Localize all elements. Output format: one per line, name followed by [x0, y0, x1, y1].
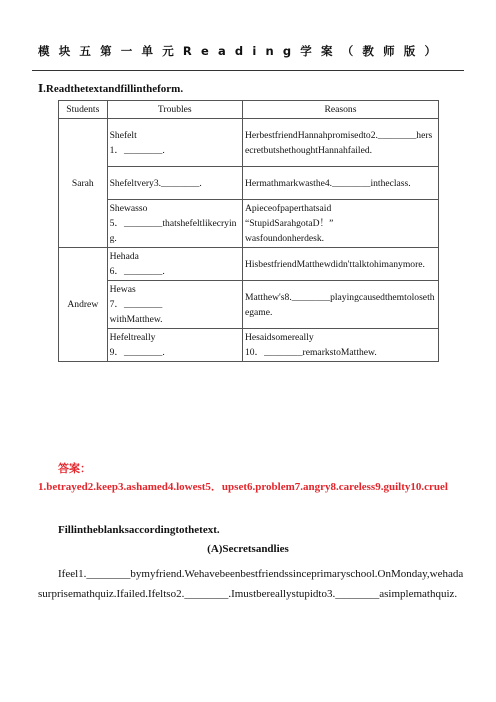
table-header-row	[59, 101, 439, 119]
answer-key: 1.betrayed2.keep3.ashamed4.lowest5．upset6.problem7.angry8.careless9.guilty10.cruel	[38, 481, 448, 493]
table-row	[59, 167, 439, 200]
trouble-cell: Shefelt 1．________.	[107, 119, 242, 167]
table-row	[59, 281, 439, 329]
header-students: Students	[59, 101, 108, 119]
answer-label: 答案：	[58, 462, 91, 475]
page-header: 模块五第一单元Reading学案（教师版）	[38, 44, 446, 58]
trouble-cell: Shewasso 5．________thatshefeltlikecrying.	[107, 200, 242, 248]
trouble-cell: Hewas 7．________ withMatthew.	[107, 281, 242, 329]
passage-title: (A)Secretsandlies	[207, 543, 289, 555]
exercise-instruction: Fillintheblanksaccordingtothetext.	[58, 524, 220, 536]
trouble-cell: Hefeltreally 9．________.	[107, 329, 242, 362]
troubles-form-table	[58, 100, 439, 362]
table-row	[59, 329, 439, 362]
reason-cell: HerbestfriendHannahpromisedto2.________hersecretbutshethoughtHannahfailed.	[242, 119, 438, 167]
section-title: Ⅰ.Readthetextandfillintheform.	[38, 83, 184, 95]
reason-cell: Apieceofpaperthatsaid “StupidSarahgotaD！” wasfoundonherdesk.	[242, 200, 438, 248]
reason-cell: Hermathmarkwasthe4.________intheclass.	[242, 167, 438, 200]
table-row	[59, 119, 439, 167]
table-row	[59, 200, 439, 248]
reason-cell: Hesaidsomereally 10．________remarkstoMatthew.	[242, 329, 438, 362]
reason-cell: Matthew's8.________playingcausedthemtolosethegame.	[242, 281, 438, 329]
trouble-cell: Hehada 6．________.	[107, 248, 242, 281]
reason-cell: HisbestfriendMatthewdidn'ttalktohimanymore.	[242, 248, 438, 281]
table-row	[59, 248, 439, 281]
student-sarah: Sarah	[59, 119, 108, 248]
header-divider	[32, 70, 464, 71]
trouble-cell: Shefeltvery3.________.	[107, 167, 242, 200]
passage-text: Ifeel1.________bymyfriend.Wehavebeenbestfriendssinceprimaryschool.OnMonday,wehadasurprisemathquiz.Ifailed.Ifeltso2.________.Imustbereallystupidto3.________asimplemathquiz.	[38, 568, 464, 600]
header-reasons: Reasons	[242, 101, 438, 119]
header-troubles: Troubles	[107, 101, 242, 119]
student-andrew: Andrew	[59, 248, 108, 362]
